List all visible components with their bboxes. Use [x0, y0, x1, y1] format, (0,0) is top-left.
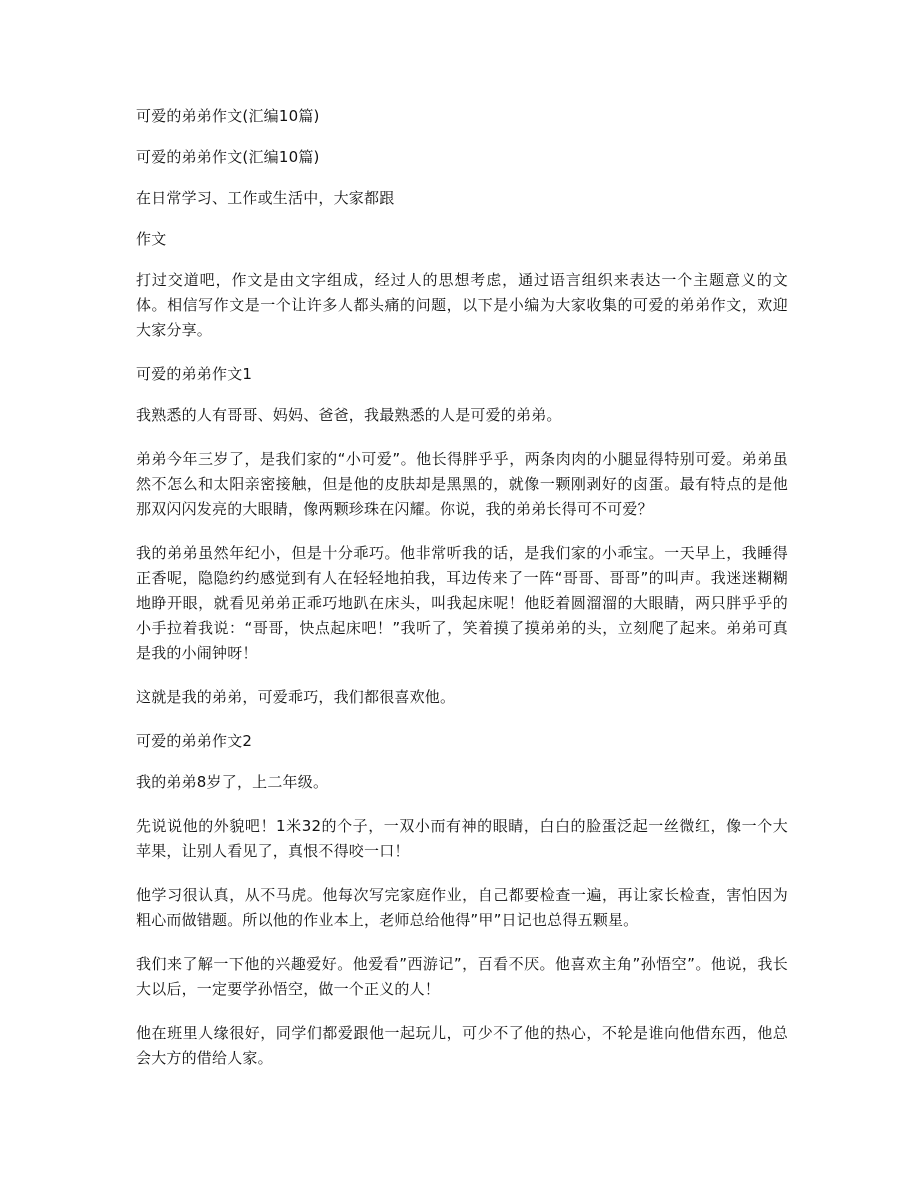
intro-paragraph: 打过交道吧，作文是由文字组成，经过人的思想考虑，通过语言组织来表达一个主题意义的文体。相信写作文是一个让许多人都头痛的问题，以下是小编为大家收集的可爱的弟弟作文，欢迎大家分享。 — [136, 271, 788, 339]
essay-2-heading: 可爱的弟弟作文2 — [136, 732, 253, 750]
essay-1-heading: 可爱的弟弟作文1 — [136, 365, 253, 383]
essay-2-paragraph-3: 他学习很认真，从不马虎。他每次写完家庭作业，自己都要检查一遍，再让家长检查，害怕因为粗心而做错题。所以他的作业本上，老师总给他得”甲”日记也总得五颗星。 — [136, 886, 788, 929]
essay-2-paragraph-1: 我的弟弟8岁了，上二年级。 — [136, 773, 329, 791]
intro-line-1: 在日常学习、工作或生活中，大家都跟 — [136, 189, 395, 207]
essay-1-paragraph-2: 弟弟今年三岁了，是我们家的“小可爱”。他长得胖乎乎，两条肉肉的小腿显得特别可爱。弟弟虽然不怎么和太阳亲密接触，但是他的皮肤却是黑黑的，就像一颗刚剥好的卤蛋。最有特点的是他那双闪闪发亮的大眼睛，像两颗珍珠在闪耀。你说，我的弟弟长得可不可爱？ — [136, 450, 788, 518]
essay-1-paragraph-4: 这就是我的弟弟，可爱乖巧，我们都很喜欢他。 — [136, 688, 456, 706]
essay-2-paragraph-5: 他在班里人缘很好，同学们都爱跟他一起玩儿，可少不了他的热心，不轮是谁向他借东西，他总会大方的借给人家。 — [136, 1024, 788, 1067]
essay-2-paragraph-2: 先说说他的外貌吧！1米32的个子，一双小而有神的眼睛，白白的脸蛋泛起一丝微红，像一个大苹果，让别人看见了，真恨不得咬一口！ — [136, 817, 788, 860]
essay-1-paragraph-3: 我的弟弟虽然年纪小，但是十分乖巧。他非常听我的话，是我们家的小乖宝。一天早上，我睡得正香呢，隐隐约约感觉到有人在轻轻地拍我，耳边传来了一阵“哥哥、哥哥”的叫声。我迷迷糊糊地睁开眼，就看见弟弟正乖巧地趴在床头，叫我起床呢！他眨着圆溜溜的大眼睛，两只胖乎乎的小手拉着我说：“哥哥，快点起床吧！”我听了，笑着摸了摸弟弟的头，立刻爬了起来。弟弟可真是我的小闹钟呀！ — [136, 544, 788, 662]
essay-2-paragraph-4: 我们来了解一下他的兴趣爱好。他爱看”西游记”，百看不厌。他喜欢主角”孙悟空”。他说，我长大以后，一定要学孙悟空，做一个正义的人！ — [136, 955, 788, 998]
document-title: 可爱的弟弟作文(汇编10篇) — [136, 107, 320, 125]
essay-1-paragraph-1: 我熟悉的人有哥哥、妈妈、爸爸，我最熟悉的人是可爱的弟弟。 — [136, 406, 562, 424]
document-page — [136, 104, 788, 1090]
intro-line-2: 作文 — [136, 230, 167, 248]
document-subtitle: 可爱的弟弟作文(汇编10篇) — [136, 148, 320, 166]
